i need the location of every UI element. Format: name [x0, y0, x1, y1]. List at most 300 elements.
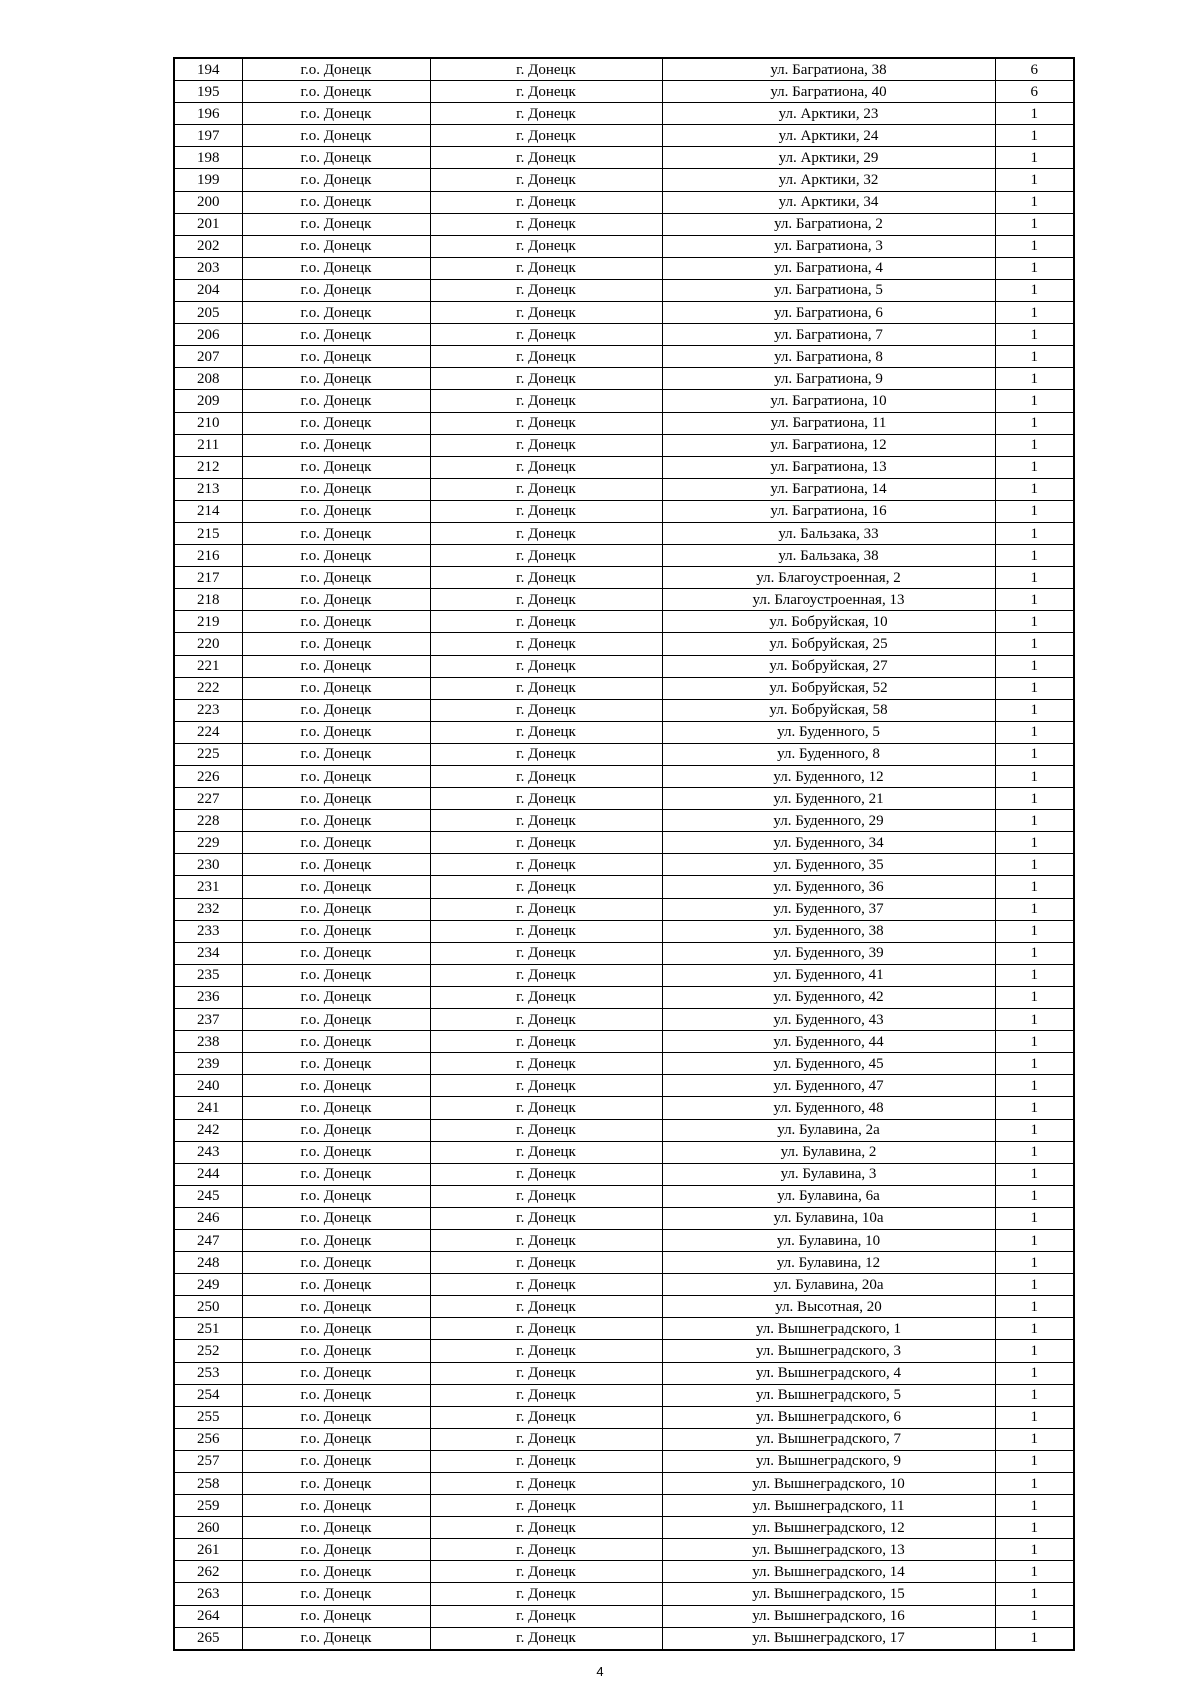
city-cell: г. Донецк — [430, 743, 662, 765]
count-cell: 1 — [995, 1362, 1074, 1384]
district-cell: г.о. Донецк — [242, 235, 430, 257]
district-cell: г.о. Донецк — [242, 876, 430, 898]
district-cell: г.о. Донецк — [242, 766, 430, 788]
district-cell: г.о. Донецк — [242, 81, 430, 103]
city-cell: г. Донецк — [430, 1605, 662, 1627]
table-row — [174, 1495, 1074, 1517]
row-number-cell: 210 — [174, 412, 242, 434]
count-cell: 1 — [995, 788, 1074, 810]
table-row — [174, 1362, 1074, 1384]
count-cell: 1 — [995, 545, 1074, 567]
address-cell: ул. Багратиона, 3 — [662, 235, 995, 257]
table-row — [174, 920, 1074, 942]
table-row — [174, 699, 1074, 721]
address-cell: ул. Бальзака, 38 — [662, 545, 995, 567]
count-cell: 1 — [995, 942, 1074, 964]
row-number-cell: 232 — [174, 898, 242, 920]
table-row — [174, 500, 1074, 522]
table-row — [174, 1075, 1074, 1097]
address-cell: ул. Буденного, 21 — [662, 788, 995, 810]
table-row — [174, 655, 1074, 677]
district-cell: г.о. Донецк — [242, 1340, 430, 1362]
address-cell: ул. Буденного, 12 — [662, 766, 995, 788]
table-row — [174, 1119, 1074, 1141]
count-cell: 1 — [995, 169, 1074, 191]
district-cell: г.о. Донецк — [242, 1009, 430, 1031]
row-number-cell: 265 — [174, 1627, 242, 1650]
city-cell: г. Донецк — [430, 412, 662, 434]
city-cell: г. Донецк — [430, 1229, 662, 1251]
city-cell: г. Донецк — [430, 456, 662, 478]
table-row — [174, 390, 1074, 412]
row-number-cell: 215 — [174, 522, 242, 544]
city-cell: г. Донецк — [430, 1428, 662, 1450]
row-number-cell: 230 — [174, 854, 242, 876]
row-number-cell: 231 — [174, 876, 242, 898]
address-cell: ул. Буденного, 29 — [662, 810, 995, 832]
row-number-cell: 197 — [174, 125, 242, 147]
row-number-cell: 223 — [174, 699, 242, 721]
table-row — [174, 611, 1074, 633]
count-cell: 1 — [995, 1428, 1074, 1450]
table-row — [174, 522, 1074, 544]
row-number-cell: 203 — [174, 257, 242, 279]
address-cell: ул. Багратиона, 6 — [662, 302, 995, 324]
address-cell: ул. Булавина, 3 — [662, 1163, 995, 1185]
city-cell: г. Донецк — [430, 1097, 662, 1119]
district-cell: г.о. Донецк — [242, 655, 430, 677]
table-row — [174, 964, 1074, 986]
table-row — [174, 346, 1074, 368]
address-cell: ул. Бобруйская, 27 — [662, 655, 995, 677]
row-number-cell: 248 — [174, 1252, 242, 1274]
row-number-cell: 201 — [174, 213, 242, 235]
row-number-cell: 224 — [174, 721, 242, 743]
district-cell: г.о. Донецк — [242, 147, 430, 169]
city-cell: г. Донецк — [430, 1119, 662, 1141]
city-cell: г. Донецк — [430, 942, 662, 964]
row-number-cell: 218 — [174, 589, 242, 611]
district-cell: г.о. Донецк — [242, 1362, 430, 1384]
count-cell: 1 — [995, 1163, 1074, 1185]
address-cell: ул. Багратиона, 14 — [662, 478, 995, 500]
district-cell: г.о. Донецк — [242, 58, 430, 81]
address-cell: ул. Булавина, 6а — [662, 1185, 995, 1207]
table-row — [174, 81, 1074, 103]
count-cell: 1 — [995, 611, 1074, 633]
address-cell: ул. Буденного, 8 — [662, 743, 995, 765]
table-row — [174, 986, 1074, 1008]
table-row — [174, 810, 1074, 832]
row-number-cell: 225 — [174, 743, 242, 765]
count-cell: 1 — [995, 1141, 1074, 1163]
count-cell: 1 — [995, 1539, 1074, 1561]
row-number-cell: 198 — [174, 147, 242, 169]
address-cell: ул. Буденного, 35 — [662, 854, 995, 876]
row-number-cell: 229 — [174, 832, 242, 854]
district-cell: г.о. Донецк — [242, 633, 430, 655]
table-row — [174, 1583, 1074, 1605]
table-row — [174, 1296, 1074, 1318]
count-cell: 1 — [995, 434, 1074, 456]
address-cell: ул. Бальзака, 33 — [662, 522, 995, 544]
table-row — [174, 1340, 1074, 1362]
city-cell: г. Донецк — [430, 1583, 662, 1605]
row-number-cell: 207 — [174, 346, 242, 368]
table-row — [174, 58, 1074, 81]
row-number-cell: 238 — [174, 1031, 242, 1053]
city-cell: г. Донецк — [430, 1207, 662, 1229]
table-row — [174, 721, 1074, 743]
district-cell: г.о. Донецк — [242, 1296, 430, 1318]
count-cell: 1 — [995, 1119, 1074, 1141]
city-cell: г. Донецк — [430, 191, 662, 213]
address-cell: ул. Вышнеградского, 10 — [662, 1473, 995, 1495]
table-row — [174, 545, 1074, 567]
district-cell: г.о. Донецк — [242, 589, 430, 611]
address-cell: ул. Вышнеградского, 12 — [662, 1517, 995, 1539]
count-cell: 1 — [995, 1274, 1074, 1296]
count-cell: 1 — [995, 324, 1074, 346]
address-cell: ул. Вышнеградского, 11 — [662, 1495, 995, 1517]
row-number-cell: 220 — [174, 633, 242, 655]
row-number-cell: 239 — [174, 1053, 242, 1075]
city-cell: г. Донецк — [430, 920, 662, 942]
city-cell: г. Донецк — [430, 699, 662, 721]
district-cell: г.о. Донецк — [242, 1495, 430, 1517]
city-cell: г. Донецк — [430, 788, 662, 810]
count-cell: 1 — [995, 302, 1074, 324]
city-cell: г. Донецк — [430, 1473, 662, 1495]
city-cell: г. Донецк — [430, 257, 662, 279]
city-cell: г. Донецк — [430, 832, 662, 854]
address-cell: ул. Вышнеградского, 4 — [662, 1362, 995, 1384]
district-cell: г.о. Донецк — [242, 1406, 430, 1428]
count-cell: 1 — [995, 368, 1074, 390]
city-cell: г. Донецк — [430, 500, 662, 522]
district-cell: г.о. Донецк — [242, 1252, 430, 1274]
district-cell: г.о. Донецк — [242, 191, 430, 213]
table-row — [174, 125, 1074, 147]
count-cell: 1 — [995, 1053, 1074, 1075]
address-cell: ул. Вышнеградского, 1 — [662, 1318, 995, 1340]
table-row — [174, 876, 1074, 898]
city-cell: г. Донецк — [430, 1185, 662, 1207]
row-number-cell: 199 — [174, 169, 242, 191]
row-number-cell: 195 — [174, 81, 242, 103]
table-row — [174, 1097, 1074, 1119]
district-cell: г.о. Донецк — [242, 898, 430, 920]
address-cell: ул. Вышнеградского, 14 — [662, 1561, 995, 1583]
district-cell: г.о. Донецк — [242, 213, 430, 235]
row-number-cell: 242 — [174, 1119, 242, 1141]
city-cell: г. Донецк — [430, 898, 662, 920]
count-cell: 1 — [995, 279, 1074, 301]
row-number-cell: 263 — [174, 1583, 242, 1605]
table-row — [174, 1605, 1074, 1627]
district-cell: г.о. Донецк — [242, 500, 430, 522]
row-number-cell: 236 — [174, 986, 242, 1008]
row-number-cell: 258 — [174, 1473, 242, 1495]
count-cell: 1 — [995, 1318, 1074, 1340]
table-row — [174, 854, 1074, 876]
city-cell: г. Донецк — [430, 324, 662, 346]
district-cell: г.о. Донецк — [242, 434, 430, 456]
district-cell: г.о. Донецк — [242, 1605, 430, 1627]
row-number-cell: 253 — [174, 1362, 242, 1384]
city-cell: г. Донецк — [430, 1450, 662, 1472]
address-cell: ул. Бобруйская, 10 — [662, 611, 995, 633]
address-cell: ул. Вышнеградского, 7 — [662, 1428, 995, 1450]
address-cell: ул. Булавина, 10а — [662, 1207, 995, 1229]
city-cell: г. Донецк — [430, 1561, 662, 1583]
city-cell: г. Донецк — [430, 390, 662, 412]
row-number-cell: 237 — [174, 1009, 242, 1031]
address-cell: ул. Багратиона, 5 — [662, 279, 995, 301]
city-cell: г. Донецк — [430, 1274, 662, 1296]
district-cell: г.о. Донецк — [242, 1229, 430, 1251]
row-number-cell: 217 — [174, 567, 242, 589]
count-cell: 1 — [995, 257, 1074, 279]
table-row — [174, 1561, 1074, 1583]
count-cell: 1 — [995, 1495, 1074, 1517]
address-cell: ул. Багратиона, 8 — [662, 346, 995, 368]
count-cell: 1 — [995, 721, 1074, 743]
district-cell: г.о. Донецк — [242, 942, 430, 964]
address-cell: ул. Багратиона, 10 — [662, 390, 995, 412]
count-cell: 1 — [995, 589, 1074, 611]
address-cell: ул. Багратиона, 16 — [662, 500, 995, 522]
count-cell: 1 — [995, 103, 1074, 125]
district-cell: г.о. Донецк — [242, 743, 430, 765]
address-cell: ул. Благоустроенная, 13 — [662, 589, 995, 611]
city-cell: г. Донецк — [430, 1296, 662, 1318]
count-cell: 1 — [995, 1185, 1074, 1207]
city-cell: г. Донецк — [430, 346, 662, 368]
district-cell: г.о. Донецк — [242, 1428, 430, 1450]
district-cell: г.о. Донецк — [242, 522, 430, 544]
address-cell: ул. Арктики, 24 — [662, 125, 995, 147]
address-cell: ул. Вышнеградского, 3 — [662, 1340, 995, 1362]
city-cell: г. Донецк — [430, 964, 662, 986]
table-row — [174, 478, 1074, 500]
city-cell: г. Донецк — [430, 1009, 662, 1031]
district-cell: г.о. Донецк — [242, 832, 430, 854]
count-cell: 1 — [995, 1605, 1074, 1627]
count-cell: 6 — [995, 81, 1074, 103]
district-cell: г.о. Донецк — [242, 324, 430, 346]
table-row — [174, 589, 1074, 611]
table-row — [174, 302, 1074, 324]
count-cell: 1 — [995, 699, 1074, 721]
row-number-cell: 252 — [174, 1340, 242, 1362]
district-cell: г.о. Донецк — [242, 456, 430, 478]
district-cell: г.о. Донецк — [242, 1318, 430, 1340]
table-row — [174, 1517, 1074, 1539]
row-number-cell: 259 — [174, 1495, 242, 1517]
row-number-cell: 226 — [174, 766, 242, 788]
count-cell: 1 — [995, 522, 1074, 544]
district-cell: г.о. Донецк — [242, 854, 430, 876]
count-cell: 1 — [995, 1583, 1074, 1605]
address-cell: ул. Багратиона, 13 — [662, 456, 995, 478]
district-cell: г.о. Донецк — [242, 1207, 430, 1229]
city-cell: г. Донецк — [430, 876, 662, 898]
table-row — [174, 743, 1074, 765]
count-cell: 1 — [995, 390, 1074, 412]
address-table-body — [174, 58, 1074, 1650]
row-number-cell: 213 — [174, 478, 242, 500]
row-number-cell: 222 — [174, 677, 242, 699]
count-cell: 1 — [995, 633, 1074, 655]
district-cell: г.о. Донецк — [242, 169, 430, 191]
address-table — [173, 57, 1075, 1651]
row-number-cell: 196 — [174, 103, 242, 125]
city-cell: г. Донецк — [430, 655, 662, 677]
city-cell: г. Донецк — [430, 103, 662, 125]
city-cell: г. Донецк — [430, 1318, 662, 1340]
table-row — [174, 1252, 1074, 1274]
address-cell: ул. Высотная, 20 — [662, 1296, 995, 1318]
city-cell: г. Донецк — [430, 1252, 662, 1274]
city-cell: г. Донецк — [430, 1627, 662, 1650]
city-cell: г. Донецк — [430, 147, 662, 169]
district-cell: г.о. Донецк — [242, 788, 430, 810]
city-cell: г. Донецк — [430, 368, 662, 390]
table-row — [174, 456, 1074, 478]
count-cell: 1 — [995, 1009, 1074, 1031]
city-cell: г. Донецк — [430, 1075, 662, 1097]
row-number-cell: 204 — [174, 279, 242, 301]
address-cell: ул. Буденного, 37 — [662, 898, 995, 920]
count-cell: 1 — [995, 1207, 1074, 1229]
address-cell: ул. Буденного, 39 — [662, 942, 995, 964]
page-number: 4 — [596, 1664, 604, 1679]
district-cell: г.о. Донецк — [242, 1075, 430, 1097]
city-cell: г. Донецк — [430, 1163, 662, 1185]
row-number-cell: 214 — [174, 500, 242, 522]
city-cell: г. Донецк — [430, 854, 662, 876]
district-cell: г.о. Донецк — [242, 721, 430, 743]
count-cell: 1 — [995, 964, 1074, 986]
district-cell: г.о. Донецк — [242, 1450, 430, 1472]
district-cell: г.о. Донецк — [242, 368, 430, 390]
district-cell: г.о. Донецк — [242, 545, 430, 567]
city-cell: г. Донецк — [430, 213, 662, 235]
table-row — [174, 1031, 1074, 1053]
table-row — [174, 1406, 1074, 1428]
city-cell: г. Донецк — [430, 58, 662, 81]
table-row — [174, 788, 1074, 810]
table-row — [174, 1627, 1074, 1650]
address-cell: ул. Буденного, 43 — [662, 1009, 995, 1031]
row-number-cell: 205 — [174, 302, 242, 324]
table-row — [174, 1384, 1074, 1406]
address-cell: ул. Арктики, 32 — [662, 169, 995, 191]
city-cell: г. Донецк — [430, 1517, 662, 1539]
table-row — [174, 942, 1074, 964]
address-cell: ул. Вышнеградского, 6 — [662, 1406, 995, 1428]
row-number-cell: 260 — [174, 1517, 242, 1539]
count-cell: 1 — [995, 1252, 1074, 1274]
city-cell: г. Донецк — [430, 1406, 662, 1428]
row-number-cell: 251 — [174, 1318, 242, 1340]
table-row — [174, 169, 1074, 191]
district-cell: г.о. Донецк — [242, 257, 430, 279]
table-row — [174, 1450, 1074, 1472]
address-cell: ул. Багратиона, 7 — [662, 324, 995, 346]
district-cell: г.о. Донецк — [242, 1384, 430, 1406]
address-cell: ул. Бобруйская, 58 — [662, 699, 995, 721]
district-cell: г.о. Донецк — [242, 1097, 430, 1119]
address-cell: ул. Вышнеградского, 13 — [662, 1539, 995, 1561]
count-cell: 1 — [995, 1075, 1074, 1097]
table-row — [174, 434, 1074, 456]
address-cell: ул. Багратиона, 11 — [662, 412, 995, 434]
address-cell: ул. Буденного, 48 — [662, 1097, 995, 1119]
count-cell: 1 — [995, 832, 1074, 854]
district-cell: г.о. Донецк — [242, 302, 430, 324]
address-cell: ул. Буденного, 41 — [662, 964, 995, 986]
address-cell: ул. Багратиона, 9 — [662, 368, 995, 390]
row-number-cell: 250 — [174, 1296, 242, 1318]
address-cell: ул. Буденного, 5 — [662, 721, 995, 743]
district-cell: г.о. Донецк — [242, 1627, 430, 1650]
address-cell: ул. Буденного, 44 — [662, 1031, 995, 1053]
row-number-cell: 247 — [174, 1229, 242, 1251]
row-number-cell: 200 — [174, 191, 242, 213]
count-cell: 1 — [995, 1340, 1074, 1362]
address-cell: ул. Арктики, 34 — [662, 191, 995, 213]
row-number-cell: 246 — [174, 1207, 242, 1229]
table-row — [174, 412, 1074, 434]
address-cell: ул. Булавина, 12 — [662, 1252, 995, 1274]
address-cell: ул. Буденного, 45 — [662, 1053, 995, 1075]
row-number-cell: 227 — [174, 788, 242, 810]
count-cell: 1 — [995, 500, 1074, 522]
row-number-cell: 261 — [174, 1539, 242, 1561]
table-row — [174, 1229, 1074, 1251]
city-cell: г. Донецк — [430, 986, 662, 1008]
district-cell: г.о. Донецк — [242, 986, 430, 1008]
table-row — [174, 898, 1074, 920]
table-row — [174, 1318, 1074, 1340]
row-number-cell: 235 — [174, 964, 242, 986]
count-cell: 1 — [995, 1406, 1074, 1428]
district-cell: г.о. Донецк — [242, 125, 430, 147]
table-row — [174, 1141, 1074, 1163]
district-cell: г.о. Донецк — [242, 390, 430, 412]
row-number-cell: 254 — [174, 1384, 242, 1406]
address-cell: ул. Булавина, 10 — [662, 1229, 995, 1251]
city-cell: г. Донецк — [430, 545, 662, 567]
address-cell: ул. Вышнеградского, 9 — [662, 1450, 995, 1472]
district-cell: г.о. Донецк — [242, 1517, 430, 1539]
address-cell: ул. Багратиона, 12 — [662, 434, 995, 456]
count-cell: 1 — [995, 567, 1074, 589]
row-number-cell: 228 — [174, 810, 242, 832]
district-cell: г.о. Донецк — [242, 1473, 430, 1495]
count-cell: 1 — [995, 1031, 1074, 1053]
table-row — [174, 567, 1074, 589]
address-cell: ул. Бобруйская, 25 — [662, 633, 995, 655]
district-cell: г.о. Донецк — [242, 1053, 430, 1075]
table-row — [174, 235, 1074, 257]
city-cell: г. Донецк — [430, 567, 662, 589]
city-cell: г. Донецк — [430, 522, 662, 544]
address-cell: ул. Буденного, 38 — [662, 920, 995, 942]
count-cell: 1 — [995, 1229, 1074, 1251]
